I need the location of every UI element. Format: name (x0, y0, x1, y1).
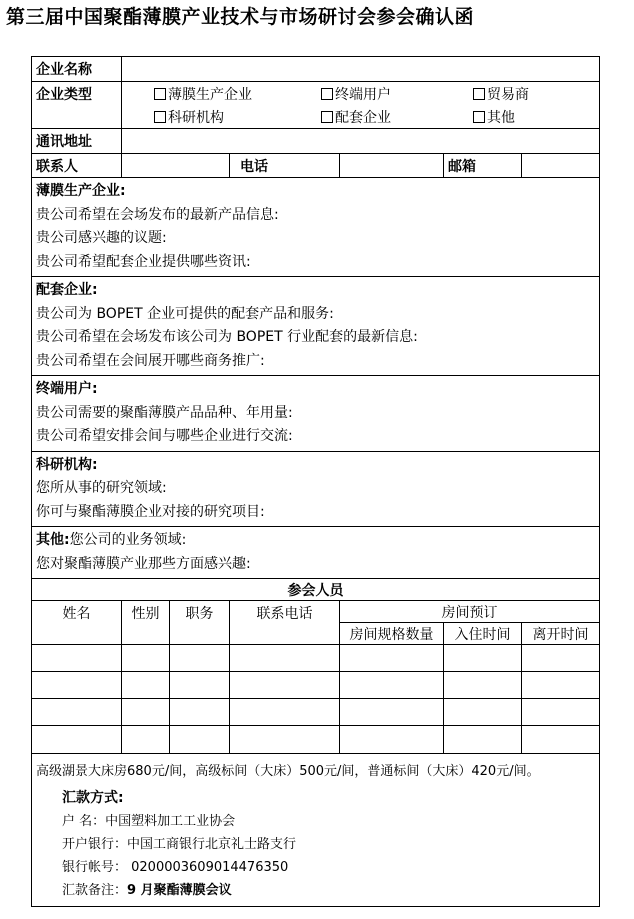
question-line: 您公司的业务领域: (69, 532, 187, 548)
page-title: 第三届中国聚酯薄膜产业技术与市场研讨会参会确认函 (6, 6, 475, 28)
attendee-checkout-cell[interactable] (522, 672, 600, 699)
bank-name: 开户银行：中国工商银行北京礼士路支行 (62, 837, 297, 852)
company-type-options (122, 82, 599, 128)
attendee-gender-cell[interactable] (122, 726, 170, 754)
contact-field[interactable] (122, 154, 230, 178)
email-label: 邮箱 (444, 154, 522, 178)
col-position: 职务 (170, 601, 230, 645)
attendee-name-cell[interactable] (32, 699, 122, 726)
section-heading: 配套企业: (36, 282, 98, 298)
option-research[interactable]: 科研机构 (154, 107, 224, 127)
option-film-producer[interactable]: 薄膜生产企业 (154, 84, 252, 104)
question-line: 贵公司希望在会场发布该公司为 BOPET 行业配套的最新信息: (36, 329, 418, 345)
attendee-row (32, 699, 600, 726)
attendees-title: 参会人员 (32, 579, 600, 601)
section-heading: 科研机构: (36, 456, 98, 473)
attendee-gender-cell[interactable] (122, 645, 170, 672)
attendee-name-cell[interactable] (32, 645, 122, 672)
phone-label: 电话 (230, 154, 340, 178)
company-name-label: 企业名称 (32, 57, 122, 82)
room-rates: 高级湖景大床房680元/间，高级标间（大床）500元/间，普通标间（大床）420元/间。 (36, 764, 540, 779)
section-supporting (32, 277, 600, 376)
attendee-phone-cell[interactable] (230, 645, 340, 672)
section-heading: 薄膜生产企业: (36, 183, 126, 199)
address-field[interactable] (122, 129, 600, 154)
payment-info (32, 754, 600, 907)
attendee-phone-cell[interactable] (230, 726, 340, 754)
option-other[interactable]: 其他 (473, 107, 515, 127)
checkbox-icon[interactable] (154, 88, 166, 100)
attendee-name-cell[interactable] (32, 726, 122, 754)
phone-field[interactable] (340, 154, 444, 178)
email-field[interactable] (522, 154, 600, 178)
option-end-user[interactable]: 终端用户 (321, 84, 391, 104)
checkbox-icon[interactable] (473, 88, 485, 100)
attendee-checkin-cell[interactable] (444, 699, 522, 726)
question-line: 贵公司感兴趣的议题: (36, 230, 167, 246)
attendee-room-cell[interactable] (340, 726, 444, 754)
attendee-checkin-cell[interactable] (444, 645, 522, 672)
section-heading: 终端用户: (36, 381, 98, 397)
contact-label: 联系人 (32, 154, 122, 178)
question-line: 您所从事的研究领域: (36, 480, 167, 496)
attendee-checkin-cell[interactable] (444, 726, 522, 754)
remit-note-label: 汇款备注： (62, 883, 128, 898)
attendee-phone-cell[interactable] (230, 699, 340, 726)
attendee-checkout-cell[interactable] (522, 645, 600, 672)
attendee-room-cell[interactable] (340, 672, 444, 699)
address-label: 通讯地址 (32, 129, 122, 154)
account-number: 银行帐号： 0200003609014476350 (62, 860, 289, 875)
question-line: 贵公司希望配套企业提供哪些资讯: (36, 253, 251, 270)
attendee-phone-cell[interactable] (230, 672, 340, 699)
attendee-gender-cell[interactable] (122, 672, 170, 699)
col-phone: 联系电话 (230, 601, 340, 645)
attendee-room-cell[interactable] (340, 699, 444, 726)
option-trader[interactable]: 贸易商 (473, 84, 529, 104)
question-line: 您对聚酯薄膜产业那些方面感兴趣: (36, 555, 251, 572)
section-heading: 其他: (36, 532, 70, 548)
attendee-room-cell[interactable] (340, 645, 444, 672)
option-supporting[interactable]: 配套企业 (321, 107, 391, 127)
checkbox-icon[interactable] (473, 111, 485, 123)
section-end-user (32, 376, 600, 452)
col-checkin: 入住时间 (444, 623, 522, 645)
question-line: 你可与聚酯薄膜企业对接的研究项目: (36, 503, 265, 520)
attendee-position-cell[interactable] (170, 699, 230, 726)
question-line: 贵公司希望在会间展开哪些商务推广: (36, 352, 265, 369)
remit-heading: 汇款方式: (62, 790, 124, 806)
attendee-row (32, 672, 600, 699)
checkbox-icon[interactable] (321, 88, 333, 100)
section-other (32, 527, 600, 579)
col-room-spec: 房间规格数量 (340, 623, 444, 645)
attendee-checkin-cell[interactable] (444, 672, 522, 699)
attendee-position-cell[interactable] (170, 645, 230, 672)
attendee-name-cell[interactable] (32, 672, 122, 699)
col-checkout: 离开时间 (522, 623, 600, 645)
attendee-position-cell[interactable] (170, 672, 230, 699)
question-line: 贵公司希望在会场发布的最新产品信息: (36, 206, 279, 223)
section-research (32, 451, 600, 527)
confirmation-form (31, 56, 600, 907)
attendee-gender-cell[interactable] (122, 699, 170, 726)
checkbox-icon[interactable] (154, 111, 166, 123)
question-line: 贵公司需要的聚酯薄膜产品品种、年用量: (36, 404, 293, 421)
section-film-producer (32, 178, 600, 277)
account-name: 户 名：中国塑料加工工业协会 (62, 814, 236, 829)
company-type-label: 企业类型 (32, 82, 122, 129)
question-line: 贵公司为 BOPET 企业可提供的配套产品和服务: (36, 305, 334, 322)
col-room-booking: 房间预订 (340, 601, 600, 623)
attendee-row (32, 645, 600, 672)
attendee-checkout-cell[interactable] (522, 699, 600, 726)
checkbox-icon[interactable] (321, 111, 333, 123)
attendee-checkout-cell[interactable] (522, 726, 600, 754)
col-gender: 性别 (122, 601, 170, 645)
remit-note-value: 9 月聚酯薄膜会议 (127, 883, 232, 898)
attendee-row (32, 726, 600, 754)
attendee-position-cell[interactable] (170, 726, 230, 754)
col-name: 姓名 (32, 601, 122, 645)
question-line: 贵公司希望安排会间与哪些企业进行交流: (36, 428, 293, 444)
company-name-field[interactable] (122, 57, 600, 82)
